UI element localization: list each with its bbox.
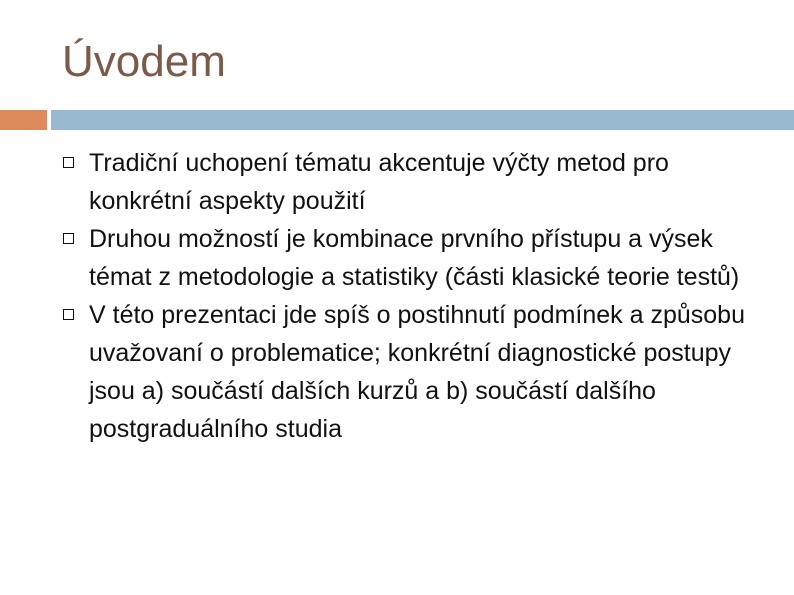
square-bullet-icon <box>63 157 74 168</box>
square-bullet-icon <box>63 233 74 244</box>
bullet-list <box>62 144 752 448</box>
bullet-text: Druhou možností je kombinace prvního přístupu a výsek témat z metodologie a statistiky (části klasické teorie testů) <box>89 225 740 291</box>
bullet-item <box>62 144 752 220</box>
accent-bar-blue <box>51 110 794 130</box>
square-bullet-icon <box>63 309 74 320</box>
bullet-text: V této prezentaci jde spíš o postihnutí podmínek a způsobu uvažovaní o problematice; konkrétní diagnostické postupy jsou a) součástí dalších kurzů a b) součástí dalšího postgraduálního studia <box>89 301 745 443</box>
accent-bar-orange <box>0 110 47 130</box>
bullet-item <box>62 220 752 296</box>
slide-title: Úvodem <box>62 37 226 86</box>
bullet-text: Tradiční uchopení tématu akcentuje výčty metod pro konkrétní aspekty použití <box>89 149 669 215</box>
bullet-item <box>62 296 752 448</box>
